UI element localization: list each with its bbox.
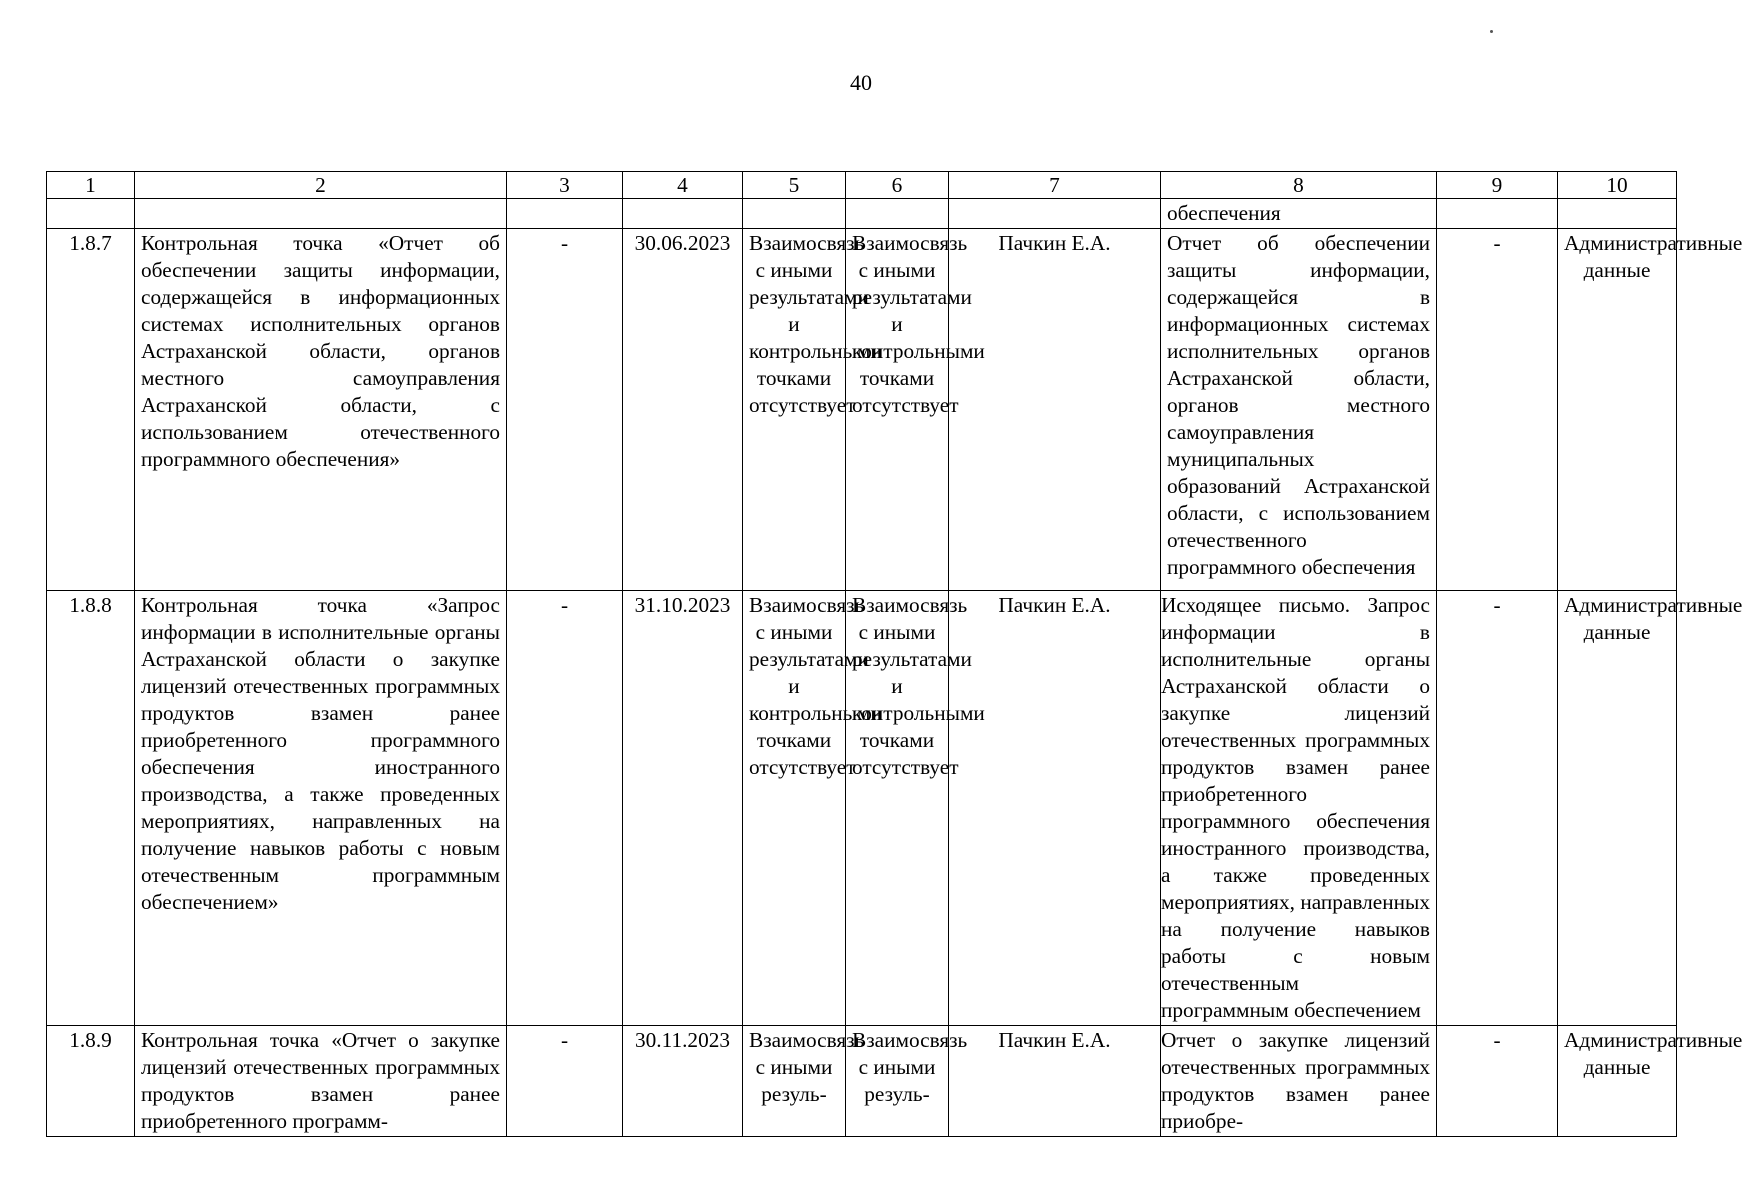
row-number: 1.8.9	[47, 1026, 135, 1137]
header-cell: 8	[1161, 172, 1437, 199]
row-col6: Взаимосвязь с иными результатами и контрольными точками отсутствует	[846, 229, 949, 591]
header-cell: 4	[623, 172, 743, 199]
continuation-text: обеспечения	[1161, 199, 1437, 229]
scan-speck	[1490, 30, 1493, 33]
table-row	[47, 591, 1677, 1026]
row-col9: -	[1437, 1026, 1558, 1137]
row-col10: Административные данные	[1558, 591, 1677, 1026]
row-name: Контрольная точка «Отчет о закупке лицензий отечественных программных продуктов взамен ранее приобретенного программ-	[135, 1026, 507, 1137]
page-number: 40	[850, 70, 872, 95]
header-cell: 3	[507, 172, 623, 199]
row-number: 1.8.7	[47, 229, 135, 591]
results-table	[46, 171, 1742, 1137]
row-col5: Взаимосвязь с иными результатами и контрольными точками отсутствует	[743, 229, 846, 591]
table-row	[47, 1026, 1677, 1137]
header-cell: 10	[1558, 172, 1677, 199]
row-col3: -	[507, 1026, 623, 1137]
row-responsible: Пачкин Е.А.	[949, 1026, 1161, 1137]
header-cell: 9	[1437, 172, 1558, 199]
continuation-row	[47, 199, 1677, 229]
row-responsible: Пачкин Е.А.	[949, 229, 1161, 591]
row-col5: Взаимосвязь с иными результатами и контрольными точками отсутствует	[743, 591, 846, 1026]
row-date: 30.06.2023	[623, 229, 743, 591]
row-col9: -	[1437, 591, 1558, 1026]
header-cell: 2	[135, 172, 507, 199]
header-cell: 1	[47, 172, 135, 199]
header-row	[47, 172, 1677, 199]
header-cell: 6	[846, 172, 949, 199]
row-name: Контрольная точка «Запрос информации в исполнительные органы Астраханской области о закупке лицензий отечественных программных продуктов взамен ранее приобретенного программного обеспечения иностранного производства, а также проведенных мероприятиях, направленных на получение навыков работы с новым отечественным программным обеспечением»	[135, 591, 507, 1026]
row-col3: -	[507, 229, 623, 591]
row-col6: Взаимосвязь с иными результатами и контрольными точками отсутствует	[846, 591, 949, 1026]
row-col10: Административные данные	[1558, 229, 1677, 591]
header-cell: 7	[949, 172, 1161, 199]
row-result: Отчет об обеспечении защиты информации, содержащейся в информационных системах исполнительных органов Астраханской области, органов местного самоуправления муниципальных образований Астраханской области, с использованием отечественного программного обеспечения	[1161, 229, 1437, 591]
row-date: 31.10.2023	[623, 591, 743, 1026]
row-col9: -	[1437, 229, 1558, 591]
row-col10: Административные данные	[1558, 1026, 1677, 1137]
row-result: Отчет о закупке лицензий отечественных программных продуктов взамен ранее приобре-	[1161, 1026, 1437, 1137]
row-responsible: Пачкин Е.А.	[949, 591, 1161, 1026]
row-date: 30.11.2023	[623, 1026, 743, 1137]
header-cell: 5	[743, 172, 846, 199]
row-name: Контрольная точка «Отчет об обеспечении защиты информации, содержащейся в информационных системах исполнительных органов Астраханской области, органов местного самоуправления Астраханской области, с использованием отечественного программного обеспечения»	[135, 229, 507, 591]
row-col6: Взаимосвязь с иными резуль-	[846, 1026, 949, 1137]
row-col3: -	[507, 591, 623, 1026]
row-col5: Взаимосвязь с иными резуль-	[743, 1026, 846, 1137]
row-result: Исходящее письмо. Запрос информации в исполнительные органы Астраханской области о закупке лицензий отечественных программных продуктов взамен ранее приобретенного программного обеспечения иностранного производства, а также проведенных мероприятиях, направленных на получение навыков работы с новым отечественным программным обеспечением	[1161, 591, 1437, 1026]
row-number: 1.8.8	[47, 591, 135, 1026]
table-row	[47, 229, 1677, 591]
